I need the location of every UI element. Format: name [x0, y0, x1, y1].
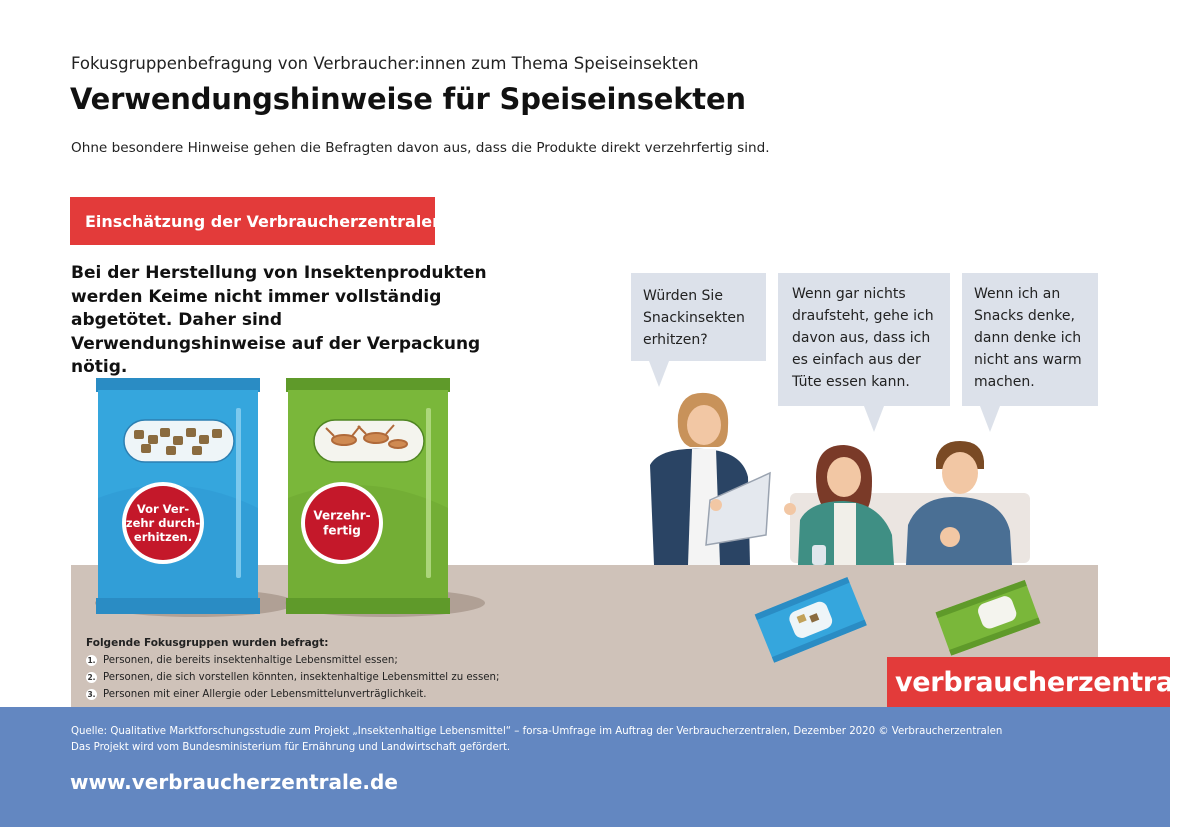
- blue-snack-bag: [755, 577, 867, 663]
- verbraucherzentrale-logo: verbraucherzentrale: [887, 657, 1170, 707]
- interviewer-figure: [650, 393, 770, 565]
- speech-bubble-text: Wenn ich an Snacks denke, dann denke ich nicht ans warm machen.: [962, 273, 1098, 406]
- list-item: [86, 669, 499, 686]
- package-label-heat: [126, 502, 200, 544]
- package-top-seal: [96, 378, 260, 392]
- cup-icon: [812, 545, 826, 565]
- focus-groups-list: [86, 652, 499, 703]
- stamp-line: fertig: [323, 523, 361, 538]
- package-ready-to-eat: [286, 378, 450, 614]
- package-bottom-seal: [286, 598, 450, 614]
- package-top-seal: [286, 378, 450, 392]
- stamp-line: zehr durch-: [125, 516, 201, 530]
- speech-bubble-text: Würden Sie Snackinsekten erhitzen?: [631, 273, 766, 361]
- green-snack-bag: [935, 580, 1040, 656]
- source-line: Quelle: Qualitative Marktforschungsstudie zum Projekt „Insektenhaltige Lebensmittel“ – forsa-Umfrage im Auftrag der Verbraucherzentralen, Dezember 2020 © Verbraucherzentralen: [71, 726, 1003, 737]
- list-item: [86, 686, 499, 703]
- list-number: 3.: [87, 690, 96, 699]
- stamp-line: Verzehr-: [313, 508, 371, 523]
- package-heat-before-eating: [96, 378, 260, 614]
- package-bottom-seal: [96, 598, 260, 614]
- speech-bubble-interviewer: [631, 273, 766, 387]
- funding-line: Das Projekt wird vom Bundesministerium für Ernährung und Landwirtschaft gefördert.: [71, 741, 511, 753]
- page-subtitle: Ohne besondere Hinweise gehen die Befragten davon aus, dass die Produkte direkt verzehrfertig sind.: [71, 140, 770, 156]
- list-item: [86, 652, 499, 669]
- list-item-text: Personen, die bereits insektenhaltige Lebensmittel essen;: [103, 655, 398, 666]
- list-item-text: Personen, die sich vorstellen könnten, insektenhaltige Lebensmittel zu essen;: [103, 672, 500, 683]
- assessment-label: Einschätzung der Verbraucherzentralen:: [70, 197, 435, 245]
- assessment-text: Bei der Herstellung von Insektenprodukten werden Keime nicht immer vollständig abgetötet. Daher sind Verwendungshinweise auf der Verpackung nötig.: [71, 263, 487, 377]
- list-number: 2.: [87, 673, 96, 682]
- table-snack-bags: [750, 580, 1090, 650]
- kicker-text: Fokusgruppenbefragung von Verbraucher:innen zum Thema Speiseinsekten: [71, 54, 699, 73]
- list-item-text: Personen mit einer Allergie oder Lebensmittelunverträglichkeit.: [103, 689, 427, 700]
- page-title: Verwendungshinweise für Speiseinsekten: [70, 82, 746, 116]
- source-note: [71, 724, 1002, 755]
- website-link[interactable]: www.verbraucherzentrale.de: [70, 770, 398, 794]
- stamp-line: Vor Ver-: [136, 502, 190, 516]
- stamp-line: erhitzen.: [133, 530, 193, 544]
- list-number: 1.: [87, 656, 96, 665]
- speech-bubble-text: Wenn gar nichts draufsteht, gehe ich davon aus, dass ich es einfach aus der Tüte essen kann.: [778, 273, 950, 406]
- focus-group-illustration: [630, 385, 1050, 575]
- focus-groups-heading: Folgende Fokusgruppen wurden befragt:: [86, 637, 329, 649]
